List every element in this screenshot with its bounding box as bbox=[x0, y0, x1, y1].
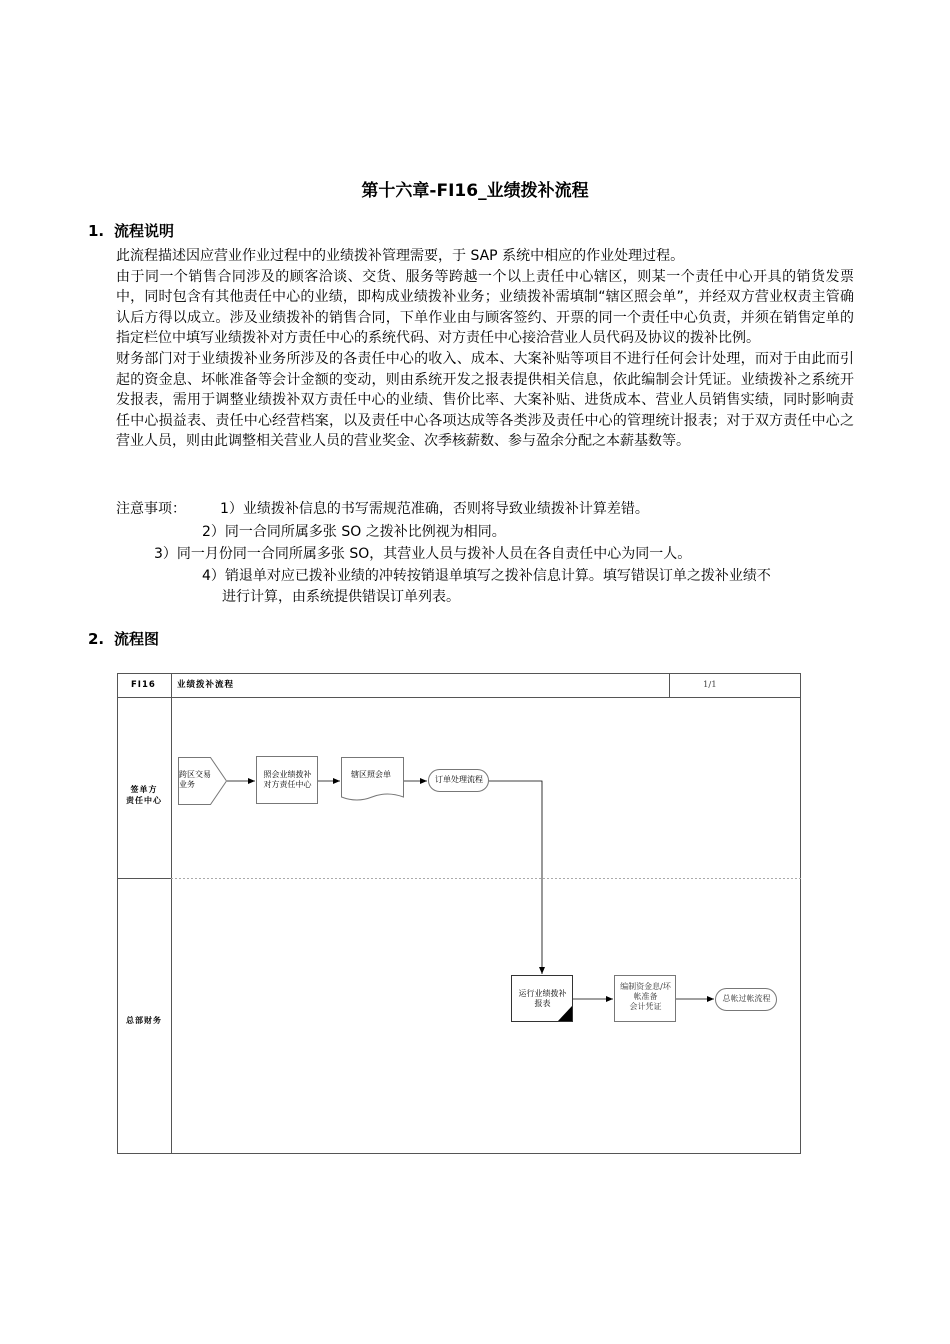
lane-label-line: 责任中心 bbox=[126, 796, 162, 805]
gl-flow-label: 总帐过帐流程 bbox=[722, 994, 771, 1003]
flowchart-code: FI16 bbox=[131, 680, 156, 690]
lane-label-signing-center bbox=[117, 784, 171, 806]
flow-arrow bbox=[489, 781, 542, 974]
flowchart-frame bbox=[118, 674, 801, 1154]
note-item: 1）业绩拨补信息的书写需规范准确，否则将导致业绩拨补计算差错。 bbox=[220, 501, 649, 517]
order-flow-label: 订单处理流程 bbox=[435, 775, 483, 784]
report-process-label bbox=[512, 989, 573, 1009]
note-item: 4）销退单对应已拨补业绩的冲转按销退单填写之拨补信息计算。填写错误订单之拨补业绩不 bbox=[202, 568, 771, 584]
note-item: 2）同一合同所属多张 SO 之拨补比例视为相同。 bbox=[202, 524, 506, 540]
node-text-line: 编制资金息/坏 bbox=[620, 982, 671, 991]
lane-label-hq-finance bbox=[117, 1015, 171, 1026]
document-label: 辖区照会单 bbox=[351, 770, 391, 779]
start-connector-label bbox=[179, 770, 211, 790]
lane-label-line: 总部财务 bbox=[126, 1016, 162, 1025]
node-text-line: 对方责任中心 bbox=[263, 780, 312, 789]
section-title: 流程说明 bbox=[114, 222, 175, 240]
node-text-line: 报表 bbox=[534, 999, 551, 1008]
notes-label: 注意事项： bbox=[116, 501, 186, 517]
node-text-line: 业务 bbox=[179, 780, 195, 789]
paragraph: 此流程描述因应营业作业过程中的业绩拨补管理需要，于 SAP 系统中相应的作业处理过程。 bbox=[116, 248, 685, 264]
section-title: 流程图 bbox=[114, 630, 160, 648]
page-title: 第十六章-FI16_业绩拨补流程 bbox=[361, 181, 589, 201]
section-number: 2. bbox=[88, 630, 105, 648]
flowchart-name: 业绩拨补流程 bbox=[177, 680, 235, 690]
section-number: 1. bbox=[88, 222, 105, 240]
node-text-line: 运行业绩拨补 bbox=[518, 989, 567, 998]
flowchart-canvas bbox=[117, 673, 801, 1154]
note-item: 进行计算，由系统提供错误订单列表。 bbox=[222, 589, 460, 605]
paragraph: 财务部门对于业绩拨补业务所涉及的各责任中心的收入、成本、大案补贴等项目不进行任何会计处理，而对于由此而引起的资金息、坏帐准备等会计金额的变动，则由系统开发之报表提供相关信息，依此编制会计凭证。业绩拨补之系统开发报表，需用于调整业绩拨补双方责任中心的业绩、售价比率、大案补贴、进货成本、营业人员销售实绩，同时影响责任中心损益表、责任中心经营档案，以及责任中心各项达成等各类涉及责任中心的管理统计报表；对于双方责任中心之营业人员，则由此调整相关营业人员的营业奖金、次季核薪数、参与盈余分配之本薪基数等。 bbox=[116, 350, 854, 450]
voucher-process-label bbox=[615, 982, 676, 1012]
lane-label-line: 签单方 bbox=[130, 785, 158, 794]
node-text-line: 会计凭证 bbox=[629, 1002, 662, 1011]
node-text-line: 帐准备 bbox=[633, 992, 658, 1001]
section-heading-flowchart bbox=[88, 628, 159, 649]
section-heading-description bbox=[88, 220, 174, 241]
flowchart bbox=[117, 673, 801, 1154]
description-body bbox=[116, 246, 854, 452]
flowchart-page-number: 1/1 bbox=[703, 680, 717, 690]
node-text-line: 照会业绩拨补 bbox=[263, 770, 312, 779]
notify-process-label bbox=[257, 770, 318, 790]
node-text-line: 跨区交易 bbox=[179, 770, 211, 779]
paragraph: 由于同一个销售合同涉及的顾客洽谈、交货、服务等跨越一个以上责任中心辖区，则某一个责任中心开具的销货发票中，同时包含有其他责任中心的业绩，即构成业绩拨补业务；业绩拨补需填制“辖区照会单”，并经双方营业权责主管确认后方得以成立。涉及业绩拨补的销售合同，下单作业由与顾客签约、开票的同一个责任中心负责，并须在销售定单的指定栏位中填写业绩拨补对方责任中心的系统代码、对方责任中心接洽营业人员代码及协议的拨补比例。 bbox=[116, 268, 854, 347]
note-item: 3）同一月份同一合同所属多张 SO，其营业人员与拨补人员在各自责任中心为同一人。 bbox=[154, 546, 692, 562]
